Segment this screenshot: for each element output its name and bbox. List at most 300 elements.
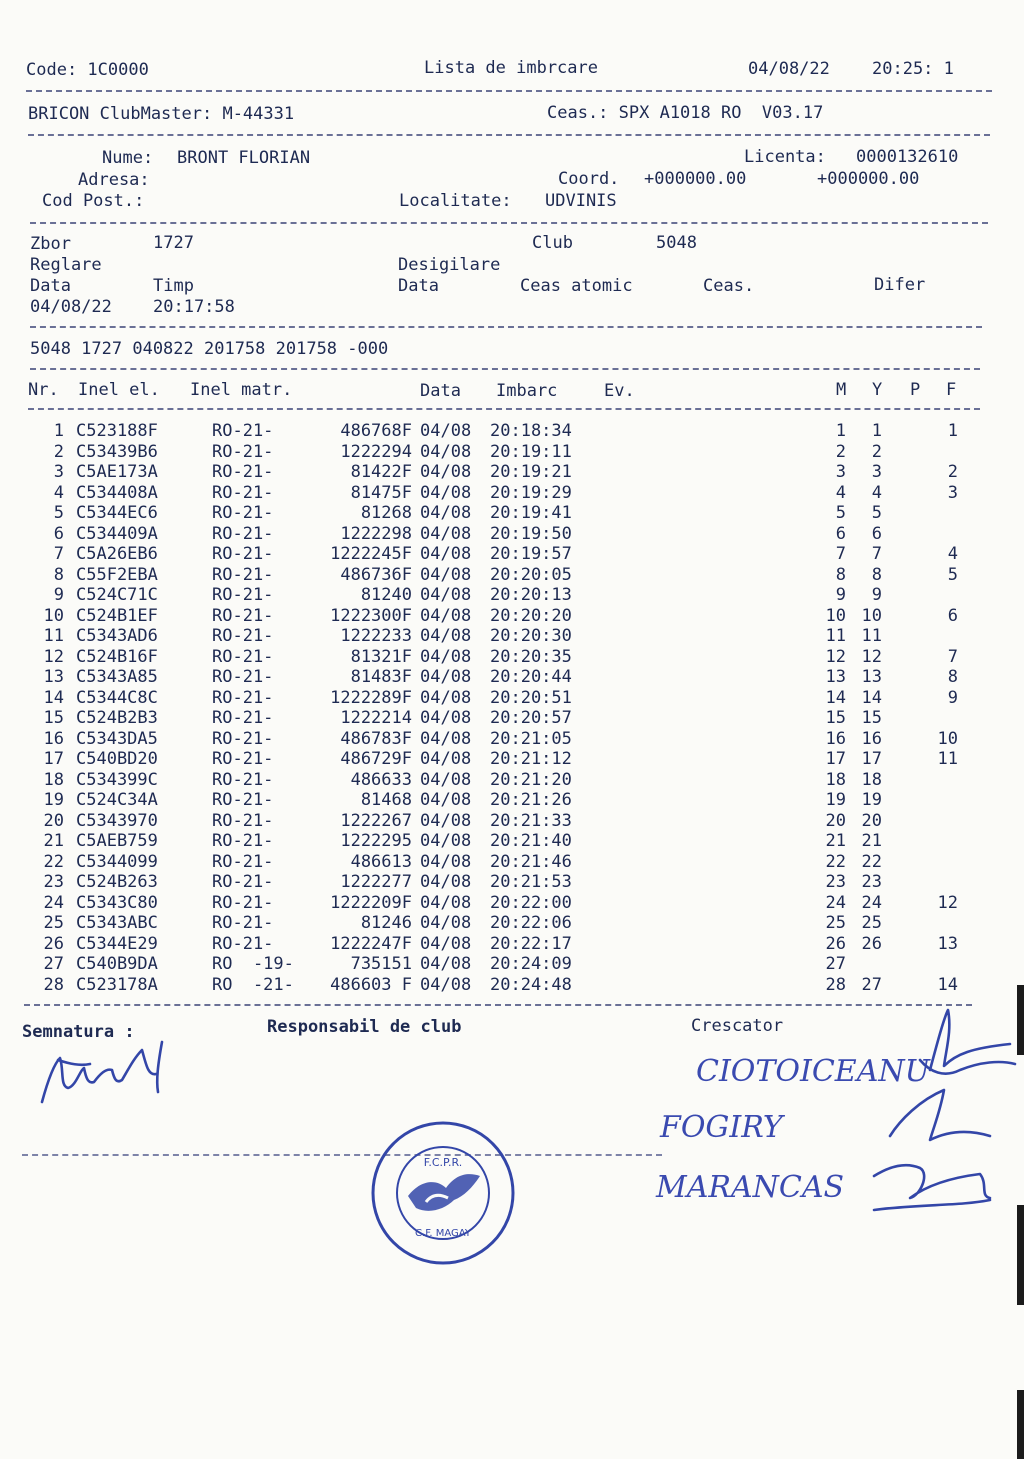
row-time: 20:20:44 [490,667,572,687]
row-y: 11 [861,626,882,646]
row-inel-matr-number: 1222289F [330,687,412,708]
row-time: 20:24:48 [490,974,572,995]
signature-label: Semnatura : [22,1022,135,1042]
row-inel-matr-number: 1222294 [340,441,412,462]
row-time: 20:21:33 [490,810,572,831]
row-inel-el: C524B263 [76,872,158,892]
row-date: 04/08 [420,974,472,995]
coord-x: +000000.00 [644,169,747,189]
row-inel-matr-prefix: RO-21- [212,646,274,667]
divider [26,90,992,92]
row-nr: 9 [53,585,64,605]
row-y: 6 [871,523,882,544]
row-inel-matr-prefix: RO-21- [212,708,274,728]
row-m: 5 [835,503,846,523]
row-inel-el: C5343970 [76,810,158,831]
row-m: 26 [825,933,846,954]
row-inel-matr-number: 486633 [350,769,412,790]
row-nr: 10 [43,605,64,626]
row-y: 15 [861,708,882,728]
col-header-imbarc: Imbarc [496,381,558,401]
row-nr: 15 [43,708,64,728]
row-nr: 1 [53,421,64,441]
row-f: 3 [947,482,958,503]
table-row [0,626,1000,646]
club-responsible-label: Responsabil de club [267,1017,462,1037]
table-row [0,749,1000,769]
row-date: 04/08 [420,482,472,503]
row-time: 20:20:05 [490,564,572,585]
row-inel-el: C5344C8C [76,687,158,708]
row-inel-matr-prefix: RO-21- [212,851,274,872]
difer-label: Difer [874,275,926,295]
row-inel-matr-number: 81475F [350,482,412,503]
row-y: 21 [861,831,882,851]
row-inel-matr-number: 486783F [340,728,412,749]
postcode-label: Cod Post.: [42,191,145,211]
row-inel-el: C5343DA5 [76,728,158,749]
row-y: 17 [861,749,882,769]
row-f: 9 [947,687,958,708]
table-row [0,421,1000,441]
row-date: 04/08 [420,421,472,441]
row-m: 13 [825,667,846,687]
row-nr: 16 [43,728,64,749]
row-inel-el: C524B1EF [76,605,158,626]
row-inel-matr-prefix: RO-21- [212,831,274,851]
row-inel-el: C524C71C [76,585,158,605]
row-date: 04/08 [420,646,472,667]
row-f: 11 [937,749,958,769]
row-time: 20:22:00 [490,892,572,913]
row-m: 24 [825,892,846,913]
row-inel-el: C523178A [76,974,158,995]
row-inel-matr-prefix: RO-21- [212,728,274,749]
row-nr: 21 [43,831,64,851]
row-m: 7 [835,544,846,564]
row-inel-matr-prefix: RO-21- [212,872,274,892]
row-inel-matr-prefix: RO-21- [212,790,274,810]
row-y: 25 [861,913,882,933]
data-value: 04/08/22 [30,297,112,317]
row-date: 04/08 [420,872,472,892]
row-date: 04/08 [420,687,472,708]
col-header-inel-el: Inel el. [78,380,160,400]
name-label: Nume: [102,148,154,168]
row-date: 04/08 [420,523,472,544]
row-time: 20:21:05 [490,728,572,749]
row-time: 20:19:11 [490,441,572,462]
col-header-f: F [946,380,957,400]
row-nr: 11 [43,626,64,646]
row-inel-matr-prefix: RO-21- [212,503,274,523]
row-inel-el: C5A26EB6 [76,544,158,564]
row-m: 1 [835,421,846,441]
row-inel-matr-prefix: RO-21- [212,687,274,708]
row-inel-matr-prefix: RO-21- [212,892,274,913]
locality: UDVINIS [545,191,617,211]
row-inel-matr-prefix: RO-21- [212,605,274,626]
row-date: 04/08 [420,749,472,769]
row-inel-matr-number: 81321F [350,646,412,667]
row-m: 22 [825,851,846,872]
row-inel-el: C534408A [76,482,158,503]
col-header-ev: Ev. [604,381,635,401]
row-date: 04/08 [420,892,472,913]
row-f: 10 [937,728,958,749]
license-number: 0000132610 [856,147,959,167]
row-y: 9 [871,585,882,605]
row-y: 23 [861,872,882,892]
table-row [0,913,1000,933]
row-inel-matr-prefix: RO-21- [212,441,274,462]
table-row [0,462,1000,482]
row-m: 23 [825,872,846,892]
row-time: 20:20:35 [490,646,572,667]
row-time: 20:21:53 [490,872,572,892]
row-date: 04/08 [420,810,472,831]
row-inel-matr-number: 486603 F [330,974,412,995]
row-nr: 8 [53,564,64,585]
clubmaster-id: BRICON ClubMaster: M-44331 [28,104,295,124]
row-y: 20 [861,810,882,831]
coord-label: Coord. [558,169,620,189]
row-time: 20:20:51 [490,687,572,708]
row-time: 20:19:50 [490,523,572,544]
table-row [0,606,1000,626]
row-time: 20:20:20 [490,605,572,626]
row-inel-el: C5343C80 [76,892,158,913]
row-date: 04/08 [420,667,472,687]
row-inel-matr-number: 486736F [340,564,412,585]
club-label: Club [532,233,573,253]
ceas-atomic-label: Ceas atomic [520,276,633,296]
row-time: 20:19:29 [490,482,572,503]
row-inel-el: C534409A [76,523,158,544]
row-y: 10 [861,605,882,626]
table-row [0,729,1000,749]
row-inel-matr-prefix: RO -19- [212,954,294,974]
row-inel-el: C5344E29 [76,933,158,954]
row-inel-matr-number: 1222298 [340,523,412,544]
row-inel-matr-number: 735151 [350,954,412,974]
row-inel-matr-number: 1222214 [340,708,412,728]
row-f: 8 [947,667,958,687]
row-inel-matr-prefix: RO-21- [212,626,274,646]
table-row [0,483,1000,503]
row-time: 20:19:41 [490,503,572,523]
row-y: 13 [861,667,882,687]
row-m: 18 [825,769,846,790]
row-inel-matr-prefix: RO-21- [212,462,274,482]
row-m: 25 [825,913,846,933]
row-inel-matr-number: 1222267 [340,810,412,831]
row-m: 27 [825,954,846,974]
row-inel-el: C5344099 [76,851,158,872]
code-line: 5048 1727 040822 201758 201758 -000 [30,339,389,359]
club-stamp [368,1118,518,1268]
row-inel-matr-number: 81468 [360,790,412,810]
table-row [0,770,1000,790]
row-inel-matr-number: 1222245F [330,544,412,564]
row-date: 04/08 [420,790,472,810]
row-inel-matr-number: 81246 [360,913,412,933]
locality-label: Localitate: [399,191,512,211]
row-y: 18 [861,769,882,790]
row-date: 04/08 [420,769,472,790]
row-f: 14 [937,974,958,995]
row-y: 7 [871,544,882,564]
row-inel-matr-number: 1222247F [330,933,412,954]
row-f: 7 [947,646,958,667]
row-inel-el: C5AE173A [76,462,158,482]
row-nr: 3 [53,462,64,482]
row-nr: 28 [43,974,64,995]
row-time: 20:20:13 [490,585,572,605]
row-date: 04/08 [420,544,472,564]
row-inel-matr-prefix: RO-21- [212,421,274,441]
row-inel-el: C5343A85 [76,667,158,687]
table-row [0,872,1000,892]
row-inel-el: C524B2B3 [76,708,158,728]
table-row [0,831,1000,851]
row-date: 04/08 [420,913,472,933]
row-nr: 14 [43,687,64,708]
table-row [0,790,1000,810]
breeder-label: Crescator [691,1016,784,1036]
row-nr: 4 [53,482,64,503]
row-inel-matr-prefix: RO-21- [212,933,274,954]
row-nr: 17 [43,749,64,769]
row-time: 20:21:20 [490,769,572,790]
table-row [0,524,1000,544]
row-date: 04/08 [420,728,472,749]
stamp-text-top: F.C.P.R. [423,1156,463,1169]
row-m: 17 [825,749,846,769]
row-m: 11 [825,626,846,646]
clock-id: Ceas.: SPX A1018 RO V03.17 [547,103,824,123]
row-f: 5 [947,564,958,585]
row-m: 3 [835,462,846,482]
col-header-m: M [836,380,847,400]
coord-y: +000000.00 [817,169,920,189]
row-m: 8 [835,564,846,585]
table-row [0,503,1000,523]
row-date: 04/08 [420,933,472,954]
table-row [0,934,1000,954]
row-date: 04/08 [420,462,472,482]
row-inel-matr-number: 81422F [350,462,412,482]
row-m: 10 [825,605,846,626]
row-inel-el: C55F2EBA [76,564,158,585]
row-nr: 27 [43,954,64,974]
row-m: 15 [825,708,846,728]
col-header-nr: Nr. [28,380,59,400]
row-inel-matr-prefix: RO-21- [212,913,274,933]
row-nr: 5 [53,503,64,523]
row-nr: 19 [43,790,64,810]
divider [30,326,982,328]
row-inel-el: C540BD20 [76,749,158,769]
table-row [0,852,1000,872]
col-header-y: Y [872,380,883,400]
col-header-p: P [910,380,921,400]
divider [22,1154,662,1156]
zbor-label: Zbor [30,234,71,254]
row-inel-matr-number: 1222295 [340,831,412,851]
handwritten-name-3: MARANCAS [656,1170,845,1205]
table-row [0,708,1000,728]
row-inel-el: C524B16F [76,646,158,667]
row-nr: 6 [53,523,64,544]
row-m: 21 [825,831,846,851]
row-date: 04/08 [420,831,472,851]
row-inel-el: C524C34A [76,790,158,810]
desigilare-label: Desigilare [398,255,501,275]
row-m: 20 [825,810,846,831]
handwritten-name-1: CIOTOICEANU [696,1054,930,1089]
row-f: 13 [937,933,958,954]
row-inel-matr-prefix: RO-21- [212,564,274,585]
table-row [0,954,1000,974]
row-m: 2 [835,441,846,462]
table-row [0,975,1000,995]
table-row [0,667,1000,687]
row-inel-el: C53439B6 [76,441,158,462]
row-nr: 7 [53,544,64,564]
row-inel-matr-number: 486613 [350,851,412,872]
row-m: 14 [825,687,846,708]
reglare-label: Reglare [30,255,102,275]
row-nr: 13 [43,667,64,687]
row-inel-el: C540B9DA [76,954,158,974]
row-inel-matr-number: 81483F [350,667,412,687]
row-date: 04/08 [420,851,472,872]
row-time: 20:20:57 [490,708,572,728]
row-inel-matr-number: 81240 [360,585,412,605]
row-m: 28 [825,974,846,995]
row-m: 19 [825,790,846,810]
row-inel-el: C5343ABC [76,913,158,933]
row-y: 12 [861,646,882,667]
scan-edge-mark [1017,985,1024,1055]
divider [30,222,988,224]
row-nr: 18 [43,769,64,790]
row-time: 20:24:09 [490,954,572,974]
row-f: 2 [947,462,958,482]
row-y: 5 [871,503,882,523]
timp-value: 20:17:58 [153,297,235,317]
timp-label: Timp [153,276,194,296]
table-row [0,688,1000,708]
row-inel-matr-number: 1222209F [330,892,412,913]
row-m: 12 [825,646,846,667]
row-time: 20:19:57 [490,544,572,564]
row-time: 20:22:06 [490,913,572,933]
table-row [0,893,1000,913]
row-inel-matr-prefix: RO -21- [212,974,294,995]
row-inel-matr-prefix: RO-21- [212,544,274,564]
row-nr: 25 [43,913,64,933]
row-inel-matr-prefix: RO-21- [212,523,274,544]
row-inel-matr-prefix: RO-21- [212,482,274,503]
row-m: 9 [835,585,846,605]
table-row [0,647,1000,667]
row-nr: 12 [43,646,64,667]
code-label: Code: 1C0000 [26,60,149,80]
table-row [0,442,1000,462]
divider [28,134,990,136]
row-time: 20:21:40 [490,831,572,851]
data2-label: Data [398,276,439,296]
row-time: 20:18:34 [490,421,572,441]
data-label: Data [30,276,71,296]
ceas-label: Ceas. [703,276,755,296]
zbor-number: 1727 [153,233,194,253]
row-nr: 20 [43,810,64,831]
row-y: 1 [871,421,882,441]
header-time: 20:25: 1 [872,59,954,79]
club-number: 5048 [656,233,697,253]
scan-edge-mark [1017,1390,1024,1459]
row-f: 4 [947,544,958,564]
row-y: 27 [861,974,882,995]
row-date: 04/08 [420,605,472,626]
divider [24,1004,972,1006]
divider [28,408,980,410]
document-title: Lista de imbrcare [424,58,598,78]
row-date: 04/08 [420,954,472,974]
row-m: 4 [835,482,846,503]
col-header-inel-matr: Inel matr. [190,380,293,400]
breeder-signatures [860,1000,1020,1230]
row-nr: 2 [53,441,64,462]
row-m: 6 [835,523,846,544]
row-inel-matr-prefix: RO-21- [212,667,274,687]
col-header-data: Data [420,381,461,401]
row-y: 2 [871,441,882,462]
row-time: 20:19:21 [490,462,572,482]
owner-signature [30,1030,200,1120]
license-label: Licenta: [744,147,826,167]
row-nr: 26 [43,933,64,954]
row-y: 22 [861,851,882,872]
row-y: 19 [861,790,882,810]
row-f: 1 [947,421,958,441]
row-time: 20:20:30 [490,626,572,646]
address-label: Adresa: [78,170,150,190]
row-y: 14 [861,687,882,708]
row-inel-el: C523188F [76,421,158,441]
row-nr: 22 [43,851,64,872]
row-y: 26 [861,933,882,954]
table-row [0,585,1000,605]
row-inel-el: C534399C [76,769,158,790]
header-date: 04/08/22 [748,59,830,79]
owner-name: BRONT FLORIAN [177,148,311,168]
row-time: 20:21:26 [490,790,572,810]
row-f: 12 [937,892,958,913]
table-row [0,811,1000,831]
row-nr: 24 [43,892,64,913]
row-y: 24 [861,892,882,913]
row-date: 04/08 [420,626,472,646]
row-inel-matr-prefix: RO-21- [212,585,274,605]
row-time: 20:21:46 [490,851,572,872]
row-f: 6 [947,605,958,626]
row-y: 8 [871,564,882,585]
divider [30,368,980,370]
